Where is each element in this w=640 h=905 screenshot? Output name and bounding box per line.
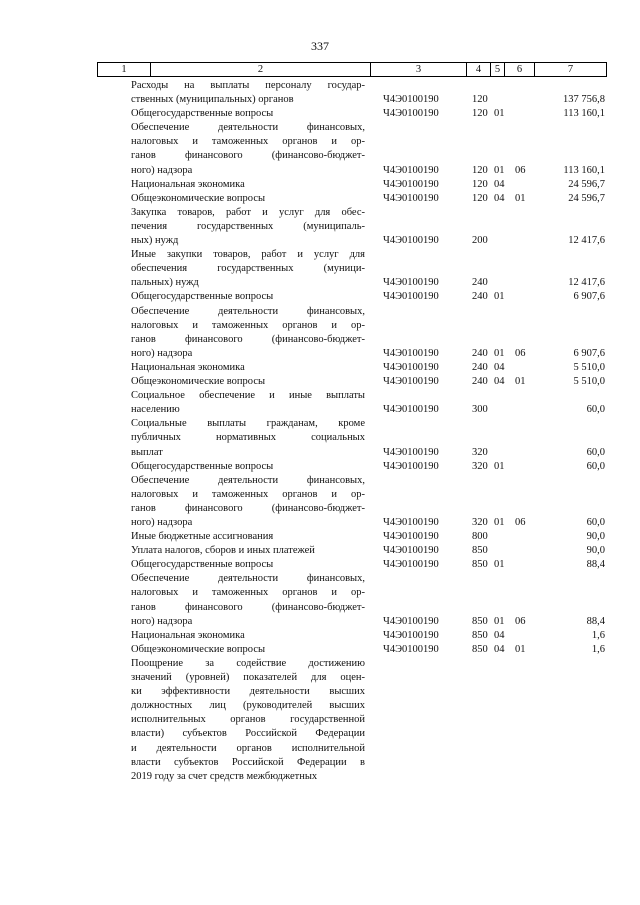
table-row: [0, 460, 640, 474]
table-row: [0, 79, 640, 107]
table-row: [0, 305, 640, 361]
row-sum: 60,0: [586, 460, 605, 472]
row-expense-type: 850: [472, 545, 488, 557]
row-sum: 6 907,6: [573, 347, 605, 359]
row-name-line: Национальная экономика: [131, 629, 245, 641]
table-row: [0, 544, 640, 558]
row-subsection: 06: [515, 517, 526, 528]
row-name-line: Поощрение за содействие достижению: [131, 657, 365, 669]
row-subsection: 01: [515, 643, 526, 655]
row-name-line: Общеэкономические вопросы: [131, 376, 266, 388]
row-name-line: налоговых и таможенных органов и ор-: [131, 136, 365, 148]
row-section: 04: [494, 361, 505, 373]
row-code: Ч4Э0100190: [383, 235, 439, 247]
table-row: [0, 558, 640, 572]
column-header-5: 5: [490, 63, 504, 76]
row-name-line: Иные закупки товаров, работ и услуг для: [131, 249, 365, 261]
row-sum: 60,0: [586, 404, 605, 416]
row-sum: 90,0: [586, 545, 605, 557]
row-sum: 12 417,6: [568, 277, 605, 289]
row-name-line: ганов финансового (финансово-бюджет-: [131, 333, 365, 345]
row-sum: 5 510,0: [573, 376, 605, 388]
table-row: [0, 530, 640, 544]
table-row: [0, 107, 640, 121]
row-section: 01: [494, 460, 505, 472]
row-section: 01: [494, 559, 505, 571]
row-sum: 88,4: [586, 615, 605, 627]
table-row: [0, 206, 640, 248]
row-name-line: выплат: [131, 446, 163, 458]
row-code: Ч4Э0100190: [383, 361, 439, 373]
row-expense-type: 240: [472, 347, 488, 359]
row-name-line: 2019 году за счет средств межбюджетных: [131, 770, 318, 782]
row-expense-type: 120: [472, 178, 488, 190]
row-subsection: 01: [515, 192, 526, 204]
row-expense-type: 850: [472, 615, 488, 627]
row-name-line: Общеэкономические вопросы: [131, 192, 266, 204]
table-row: [0, 417, 640, 459]
row-code: Ч4Э0100190: [383, 192, 439, 204]
table-header: [97, 62, 607, 77]
row-expense-type: 240: [472, 376, 488, 388]
row-expense-type: 240: [472, 277, 488, 289]
row-name-line: печения государственных (муниципаль-: [131, 220, 365, 232]
row-name-line: налоговых и таможенных органов и ор-: [131, 488, 365, 500]
row-section: 01: [494, 108, 505, 120]
row-code: Ч4Э0100190: [383, 517, 439, 528]
row-code: Ч4Э0100190: [383, 164, 439, 176]
row-sum: 24 596,7: [568, 178, 605, 190]
row-name-line: налоговых и таможенных органов и ор-: [131, 587, 365, 599]
row-name-line: власти субъектов Российской Федерации в: [131, 756, 365, 768]
row-name-line: ганов финансового (финансово-бюджет-: [131, 601, 365, 613]
row-sum: 88,4: [586, 559, 605, 571]
row-expense-type: 300: [472, 404, 488, 416]
row-code: Ч4Э0100190: [383, 460, 439, 472]
row-sum: 90,0: [586, 531, 605, 543]
row-name-line: исполнительных органов государственной: [131, 714, 365, 726]
row-name-line: Общеэкономические вопросы: [131, 643, 266, 655]
row-name-line: Общегосударственные вопросы: [131, 108, 274, 120]
column-header-3: 3: [370, 63, 466, 76]
table-row: [0, 361, 640, 375]
column-header-7: 7: [534, 63, 607, 76]
row-expense-type: 850: [472, 629, 488, 641]
table-row: [0, 572, 640, 628]
table-body: [0, 79, 640, 784]
row-name-line: налоговых и таможенных органов и ор-: [131, 319, 365, 331]
row-name-line: обеспечения государственных (муници-: [131, 263, 365, 275]
row-expense-type: 850: [472, 559, 488, 571]
row-name-line: Национальная экономика: [131, 361, 245, 373]
row-expense-type: 850: [472, 643, 488, 655]
row-code: Ч4Э0100190: [383, 531, 439, 543]
row-sum: 137 756,8: [563, 94, 605, 106]
row-code: Ч4Э0100190: [383, 629, 439, 641]
row-expense-type: 320: [472, 446, 488, 458]
table-row: [0, 192, 640, 206]
row-name-line: и деятельности органов исполнительной: [131, 742, 365, 754]
row-sum: 6 907,6: [573, 291, 605, 303]
row-code: Ч4Э0100190: [383, 643, 439, 655]
row-name-line: ганов финансового (финансово-бюджет-: [131, 502, 365, 514]
row-name-line: Обеспечение деятельности финансовых,: [131, 122, 365, 134]
row-name-line: ного) надзора: [131, 516, 193, 528]
row-code: Ч4Э0100190: [383, 277, 439, 289]
table-row: [0, 290, 640, 304]
row-subsection: 06: [515, 164, 526, 176]
row-expense-type: 120: [472, 164, 488, 176]
table-row: [0, 629, 640, 643]
row-code: Ч4Э0100190: [383, 446, 439, 458]
row-subsection: 06: [515, 347, 526, 359]
row-subsection: 06: [515, 615, 526, 627]
row-name-line: пальных) нужд: [131, 277, 199, 289]
row-name-line: Социальное обеспечение и иные выплаты: [131, 390, 365, 402]
row-sum: 1,6: [591, 629, 605, 641]
row-name-line: ного) надзора: [131, 347, 193, 359]
table-row: [0, 643, 640, 657]
row-sum: 60,0: [586, 446, 605, 458]
row-code: Ч4Э0100190: [383, 615, 439, 627]
column-header-1: 1: [97, 63, 150, 76]
row-code: Ч4Э0100190: [383, 559, 439, 571]
row-expense-type: 120: [472, 108, 488, 120]
row-sum: 5 510,0: [573, 361, 605, 373]
row-name-line: Уплата налогов, сборов и иных платежей: [131, 545, 315, 557]
table-row: [0, 474, 640, 530]
page-number: 337: [311, 39, 329, 53]
row-section: 01: [494, 164, 505, 176]
row-code: Ч4Э0100190: [383, 376, 439, 388]
row-name-line: власти) субъектов Российской Федерации: [131, 728, 365, 740]
row-name-line: Обеспечение деятельности финансовых,: [131, 305, 365, 317]
row-subsection: 01: [515, 376, 526, 388]
row-expense-type: 120: [472, 94, 488, 106]
row-name-line: ного) надзора: [131, 164, 193, 176]
row-name-line: Закупка товаров, работ и услуг для обес-: [131, 206, 365, 218]
row-expense-type: 200: [472, 235, 488, 247]
row-code: Ч4Э0100190: [383, 94, 439, 106]
row-name-line: должностных лиц (руководителей высших: [131, 700, 365, 712]
row-name-line: ных) нужд: [131, 235, 179, 247]
table-row: [0, 121, 640, 177]
row-section: 04: [494, 629, 505, 641]
row-name: [131, 657, 365, 784]
row-section: 04: [494, 178, 505, 190]
row-sum: 60,0: [586, 517, 605, 528]
row-expense-type: 240: [472, 291, 488, 303]
table-row: [0, 248, 640, 290]
table-row: [0, 178, 640, 192]
row-name-line: Расходы на выплаты персоналу государ-: [131, 80, 365, 91]
row-code: Ч4Э0100190: [383, 545, 439, 557]
row-expense-type: 800: [472, 531, 488, 543]
row-expense-type: 320: [472, 517, 488, 528]
row-name-line: ственных (муниципальных) органов: [131, 94, 294, 106]
row-code: Ч4Э0100190: [383, 347, 439, 359]
row-section: 04: [494, 192, 505, 204]
column-header-6: 6: [504, 63, 534, 76]
row-name-line: Общегосударственные вопросы: [131, 559, 274, 571]
row-expense-type: 120: [472, 192, 488, 204]
row-sum: 113 160,1: [563, 108, 605, 120]
row-sum: 113 160,1: [563, 164, 605, 176]
row-expense-type: 240: [472, 361, 488, 373]
row-name-line: Обеспечение деятельности финансовых,: [131, 474, 365, 486]
table-row: [0, 389, 640, 417]
row-name-line: Общегосударственные вопросы: [131, 291, 274, 303]
row-name-line: ного) надзора: [131, 615, 193, 627]
row-code: Ч4Э0100190: [383, 108, 439, 120]
row-name-line: Национальная экономика: [131, 178, 245, 190]
row-section: 04: [494, 643, 505, 655]
row-section: 01: [494, 347, 505, 359]
row-code: Ч4Э0100190: [383, 404, 439, 416]
row-name-line: Социальные выплаты гражданам, кроме: [131, 418, 365, 430]
row-name-line: Иные бюджетные ассигнования: [131, 531, 274, 543]
row-section: 01: [494, 517, 505, 528]
row-section: 04: [494, 376, 505, 388]
row-name-line: ганов финансового (финансово-бюджет-: [131, 150, 365, 162]
row-sum: 24 596,7: [568, 192, 605, 204]
row-section: 01: [494, 615, 505, 627]
row-section: 01: [494, 291, 505, 303]
row-name-line: ки эффективности деятельности высших: [131, 686, 365, 698]
table-row: [0, 657, 640, 784]
row-expense-type: 320: [472, 460, 488, 472]
row-sum: 12 417,6: [568, 235, 605, 247]
row-code: Ч4Э0100190: [383, 291, 439, 303]
row-code: Ч4Э0100190: [383, 178, 439, 190]
row-name-line: значений (уровней) показателей для оцен-: [131, 672, 365, 684]
row-sum: 1,6: [591, 643, 605, 655]
row-name-line: Общегосударственные вопросы: [131, 460, 274, 472]
column-header-4: 4: [466, 63, 490, 76]
column-header-2: 2: [150, 63, 370, 76]
row-name-line: публичных нормативных социальных: [131, 432, 365, 444]
row-name-line: Обеспечение деятельности финансовых,: [131, 573, 365, 585]
table-row: [0, 375, 640, 389]
row-name-line: населению: [131, 404, 180, 416]
